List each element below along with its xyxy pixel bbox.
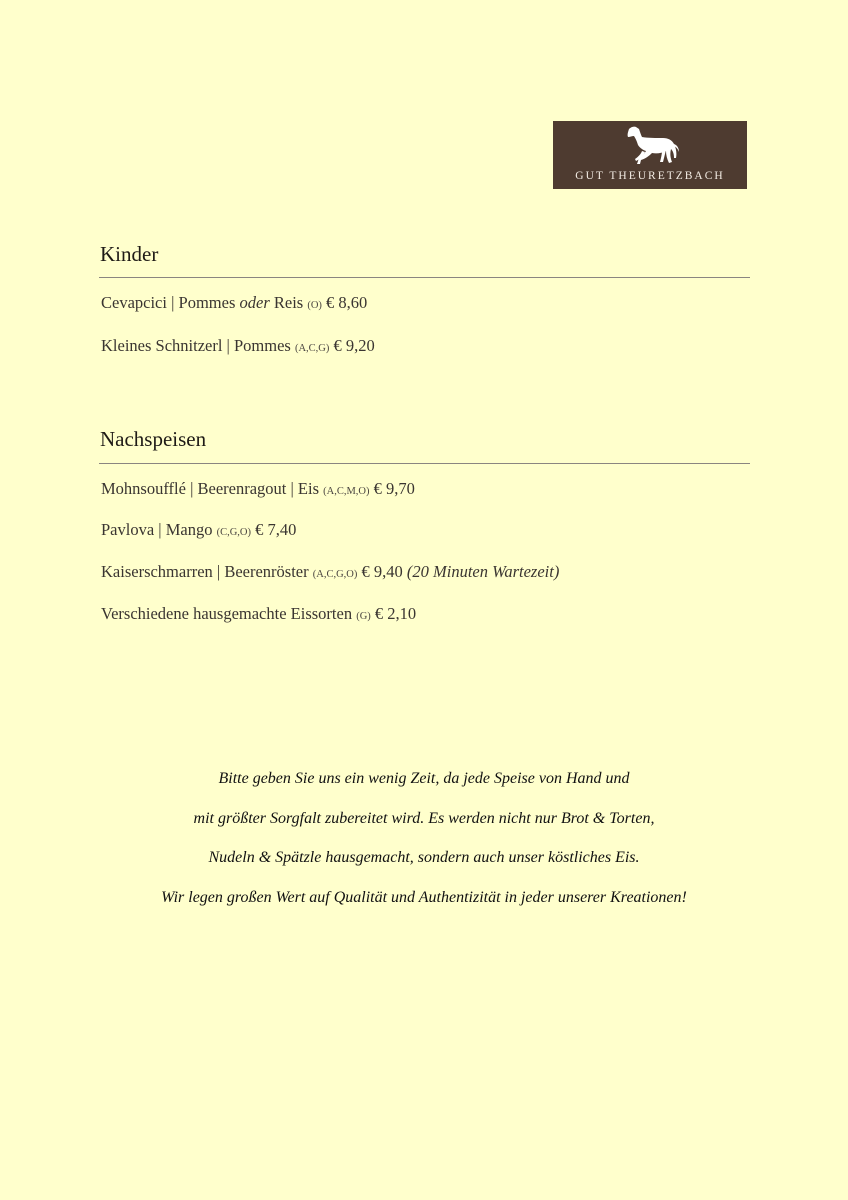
menu-item: [101, 520, 296, 540]
item-name: Mohnsoufflé | Beerenragout | Eis: [101, 479, 320, 498]
section-divider: [99, 277, 750, 278]
section-divider: [99, 463, 750, 464]
footnote-line: Bitte geben Sie uns ein wenig Zeit, da jede Speise von Hand und: [218, 770, 630, 787]
item-name: Cevapcici | Pommes: [101, 293, 236, 312]
item-price: € 7,40: [255, 520, 297, 539]
item-price: € 2,10: [374, 604, 417, 623]
menu-item: [101, 562, 559, 582]
footnote-line: Wir legen großen Wert auf Qualität und Authentizität in jeder unserer Kreationen!: [161, 889, 687, 906]
item-allergens: (O): [307, 300, 322, 311]
horse-icon: [615, 123, 681, 169]
item-allergens: (G): [356, 611, 371, 622]
item-allergens: (A,C,G,O): [312, 569, 358, 580]
item-name: Kleines Schnitzerl | Pommes: [101, 336, 291, 355]
item-allergens: (A,C,M,O): [323, 486, 370, 497]
item-price: € 9,70: [373, 479, 415, 498]
menu-item: [101, 293, 367, 313]
footnote-line: Nudeln & Spätzle hausgemacht, sondern auch unser köstliches Eis.: [208, 849, 640, 866]
menu-item: [101, 336, 375, 356]
item-allergens: (A,C,G): [294, 343, 330, 354]
menu-item: [101, 479, 415, 499]
item-allergens: (C,G,O): [216, 527, 252, 538]
item-alternative-word: oder: [239, 293, 270, 312]
item-price: € 9,40: [361, 562, 403, 581]
restaurant-logo: [553, 121, 747, 189]
section-title-kinder: Kinder: [100, 242, 159, 266]
item-name: Pavlova | Mango: [101, 520, 213, 539]
section-title-nachspeisen: Nachspeisen: [100, 427, 207, 451]
item-name: Kaiserschmarren | Beerenröster: [101, 562, 309, 581]
item-note: (20 Minuten Wartezeit): [406, 562, 560, 581]
menu-item: [101, 604, 416, 624]
item-price: € 8,60: [326, 293, 368, 312]
item-name: Verschiedene hausgemachte Eissorten: [101, 604, 353, 623]
item-price: € 9,20: [333, 336, 375, 355]
footnote-line: mit größter Sorgfalt zubereitet wird. Es werden nicht nur Brot & Torten,: [193, 810, 655, 827]
item-name-continued: Reis: [273, 293, 304, 312]
logo-text: GUT THEURETZBACH: [575, 170, 725, 182]
